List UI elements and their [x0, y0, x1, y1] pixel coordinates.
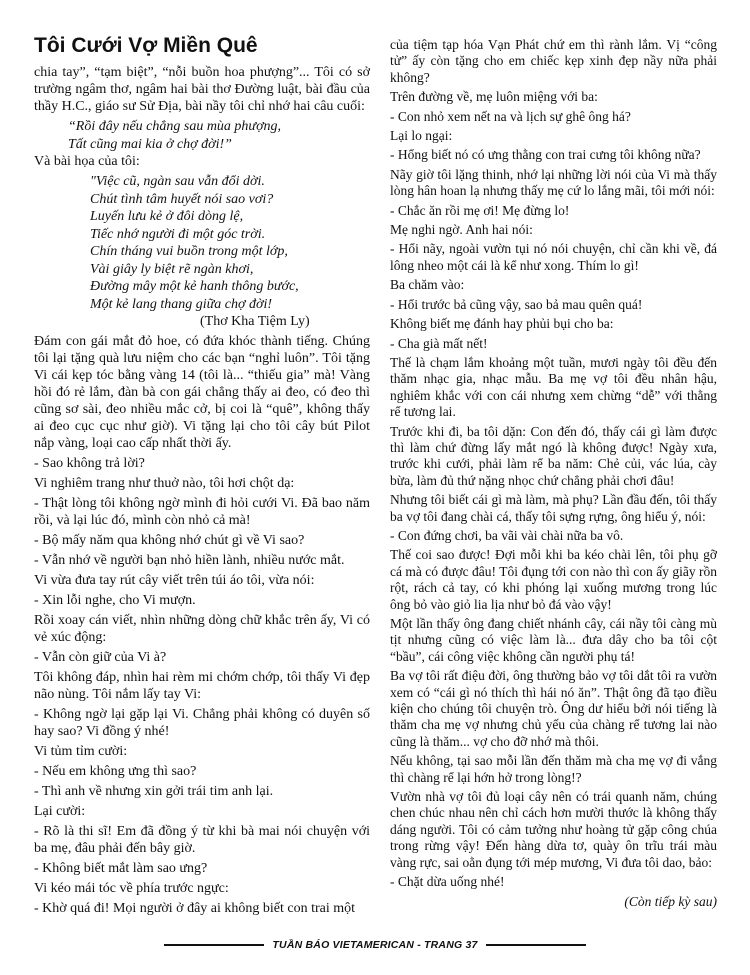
paragraph: Vườn nhà vợ tôi đủ loại cây nên có trái quanh năm, chúng chen chúc nhau nên chỉ cách hơn mười thước là không thấy dáng người. Tôi có cảm tưởng như hoàng tử gặp công chúa trong rừng vậy! Đến hàng dừa tơ, quày ôn trĩu trái màu vàng rực, sai oằn đụng tới mép mương, Vi đưa tôi dao, bảo: [390, 789, 717, 870]
poem-line: Luyến lưu kẻ ở đôi dòng lệ, [90, 209, 244, 224]
poem-line: Đường mây một kẻ hanh thông bước, [90, 279, 299, 294]
paragraph: - Xin lỗi nghe, cho Vi mượn. [34, 593, 196, 608]
right-body [390, 37, 717, 891]
paragraph: Ba vợ tôi rất điệu đời, ông thường bảo vợ tôi dắt tôi ra vườn xem có “cái gì nó thích thì hái nó ăn”. Thật ông đã tạo điều kiện cho chúng tôi chuyện trò. Ông dư hiểu bởi nói tiếng là thăm cha mẹ vợ nhưng chủ yếu của chàng rể tương lai nào cũng là thăm... vợ cho đỡ nhớ mà thôi. [390, 668, 717, 749]
paragraph: Không biết mẹ đánh hay phủi bụi cho ba: [390, 316, 614, 332]
footer-text: TUẦN BÁO VIETAMERICAN - TRANG 37 [272, 939, 478, 951]
reply-poem [34, 173, 370, 313]
paragraph: Một lần thấy ông đang chiết nhánh cây, cái nầy tôi càng mù tịt nhưng cũng có việc làm là... đưa dây cho ba tôi cột “bầu”, cái công việc không cần người phụ tá! [390, 616, 717, 664]
paragraph: - Khờ quá đi! Mọi người ở đây ai không biết con trai một [34, 901, 356, 916]
paragraph: - Nếu em không ưng thì sao? [34, 764, 197, 779]
paragraph: Mẹ nghi ngờ. Anh hai nói: [390, 222, 533, 238]
paragraph: Thế là chạm lắm khoảng một tuần, mươi ngày tôi đều đến thăm nhạc gia, nhạc mẫu. Ba mẹ vợ tôi đều nhân hậu, nghiêm khắc với con cái nhưng xem chừng “dễ” với thằng rể tương lai. [390, 354, 717, 420]
poem-line: Chút tình tâm huyết nói sao vơi? [90, 191, 274, 207]
paragraph: - Chặt dừa uống nhé! [390, 874, 505, 890]
paragraph: Vi vừa đưa tay rút cây viết trên túi áo tôi, vừa nói: [34, 573, 315, 588]
paragraph: Nãy giờ tôi lặng thinh, nhớ lại những lời nói của Vi mà thấy lòng hân hoan lạ nhưng thấy mẹ cứ lo lắng mãi, tôi mới nói: [390, 166, 717, 199]
paragraph: Lại lo ngại: [390, 128, 453, 144]
poem-line: “Rồi đây nếu chẳng sau mùa phượng, [68, 119, 282, 134]
paragraph: Ba chăm vào: [390, 277, 465, 293]
paragraph: - Cha già mất nết! [390, 335, 488, 351]
poem-excerpt [34, 118, 370, 153]
poem-line: "Việc cũ, ngàn sau vẫn đổi dời. [90, 174, 265, 189]
poem-intro: Và bài họa của tôi: [34, 154, 140, 169]
paragraph: Tôi không đáp, nhìn hai rèm mi chớm chớp, tôi thấy Vi đẹp não nùng. Tôi nắm lấy tay Vi: [34, 670, 370, 702]
poem-credit: (Thơ Kha Tiệm Ly) [200, 314, 310, 329]
paragraph: Đám con gái mắt đỏ hoe, có đứa khóc thành tiếng. Chúng tôi lại tặng quà lưu niệm cho các bạn “nghỉ luôn”. Tôi tặng Vi cái kẹp tóc bằng vàng 14 (tôi là... “thiếu gia” mà! Vàng hồi đó rẻ lắm, đàn bà con gái chẳng thấy ai đeo, có đeo thì cũng sơ sài, đeo nhiều mắc cở, bị coi là “quê”, không thấy ai đeo cục cục như giờ). Vi tặng lại cho tôi cây bút Pilot nắp vàng, loại cao cấp nhất thời ấy. [34, 334, 370, 451]
paragraph: - Con nhỏ xem nết na và lịch sự ghê ông há? [390, 108, 631, 124]
paragraph: Lại cười: [34, 804, 86, 819]
footer-rule-right [486, 944, 586, 946]
paragraph: Vi nghiêm trang như thuở nào, tôi hơi chột dạ: [34, 476, 295, 491]
paragraph: của tiệm tạp hóa Vạn Phát chứ em thì rành lắm. Vị “công tử” ấy còn tặng cho em chiếc kẹp xinh đẹp nầy nữa phải không? [390, 37, 717, 85]
poem-line: Một kẻ lang thang giữa chợ đời! [90, 296, 272, 312]
poem-line: Vài giây ly biệt rẽ ngàn khơi, [90, 261, 254, 277]
intro-paragraph: chia tay”, “tạm biệt”, “nỗi buồn hoa phượng”... Tôi có sở trường ngâm thơ, ngâm hai bài thơ Đường luật, bài đầu của thầy H.C., giáo sư Sử Địa, bài nầy tôi chỉ nhớ hai câu cuối: [34, 65, 370, 114]
paragraph: - Không biết mắt làm sao ưng? [34, 861, 208, 876]
paragraph: - Thì anh về nhưng xin gởi trái tim anh lại. [34, 784, 274, 799]
paragraph: Trên đường về, mẹ luôn miệng với ba: [390, 89, 598, 105]
right-column [390, 37, 717, 910]
paragraph: - Rõ là thi sĩ! Em đã đồng ý từ khi bà mai nói chuyện với ba mẹ, đâu phải đến bây giờ. [34, 824, 370, 856]
poem-line: Tiếc nhớ người đi một góc trời. [90, 226, 266, 242]
paragraph: Rồi xoay cán viết, nhìn những dòng chữ khắc trên ấy, Vi có vẻ xúc động: [34, 613, 370, 645]
paragraph: - Vẫn còn giữ của Vi à? [34, 650, 167, 665]
continued-note: (Còn tiếp kỳ sau) [624, 893, 717, 909]
paragraph: Nhưng tôi biết cái gì mà làm, mà phụ? Lần đầu đến, tôi thấy ba vợ tôi đang chài cá, thấy tôi sựng rựng, ông hiểu ý, nói: [390, 492, 717, 524]
paragraph: - Bộ mấy năm qua không nhớ chút gì về Vi sao? [34, 533, 305, 548]
footer-rule-left [164, 944, 264, 946]
paragraph: Vi tủm tỉm cười: [34, 744, 128, 759]
paragraph: - Không ngờ lại gặp lại Vi. Chẳng phải không có duyên số hay sao? Vi đồng ý nhé! [34, 707, 370, 739]
paragraph: Nếu không, tại sao mỗi lần đến thăm mà cha mẹ vợ đi vắng thì chàng rể lại hớn hở trong lòng!? [390, 753, 717, 785]
paragraph: Trước khi đi, ba tôi dặn: Con đến đó, thấy cái gì làm được thì làm chứ đừng lấy mắt ngó là không được! Ngày xưa, trước khi cưới, phải làm rể ba năm: Chẻ củi, vác lúa, cày bừa, làm đủ thứ nặng nhọc chứ chẳng phải chơi đâu! [390, 423, 717, 488]
poem-line: Chín tháng vui buồn trong một lớp, [90, 244, 288, 259]
paragraph: - Chắc ăn rồi mẹ ơi! Mẹ đừng lo! [390, 202, 570, 218]
article-title: Tôi Cưới Vợ Miền Quê [34, 34, 258, 57]
paragraph: - Vẫn nhớ về người bạn nhỏ hiền lành, nhiều nước mắt. [34, 553, 345, 568]
poem-line: Tất cũng mai kia ở chợ đời!” [68, 136, 232, 152]
paragraph: - Hổi nãy, ngoài vườn tụi nó nói chuyện, chỉ cần khi về, đá lông nheo một cái là kể như xong. Thím lo gì! [390, 241, 717, 273]
left-column [34, 34, 370, 920]
paragraph: Vi kéo mái tóc về phía trước ngực: [34, 881, 229, 896]
left-body [34, 333, 370, 917]
paragraph: - Thật lòng tôi không ngờ mình đi hỏi cưới Vi. Đã bao năm rồi, và lại lúc đó, mình còn nhỏ cả mà! [34, 496, 370, 528]
paragraph: - Sao không trả lời? [34, 456, 145, 471]
paragraph: - Hổi trước bả cũng vậy, sao bả mau quên quá! [390, 296, 643, 312]
paragraph: - Con đứng chơi, ba vãi vài chài nữa ba vô. [390, 527, 624, 543]
paragraph: - Hổng biết nó có ưng thằng con trai cưng tôi không nữa? [390, 147, 701, 163]
page-footer [0, 938, 750, 952]
paragraph: Thế coi sao được! Đợi mỗi khi ba kéo chài lên, tôi phụ gỡ cá mà có được đâu! Tôi đụng tới con nào thì con ấy giãy rồn rột, rách cả tay, có khi phóng lại xuống mương trong lúc ông bỏ vào giỏ lia lịa như bỏ đá vào vậy! [390, 547, 717, 612]
